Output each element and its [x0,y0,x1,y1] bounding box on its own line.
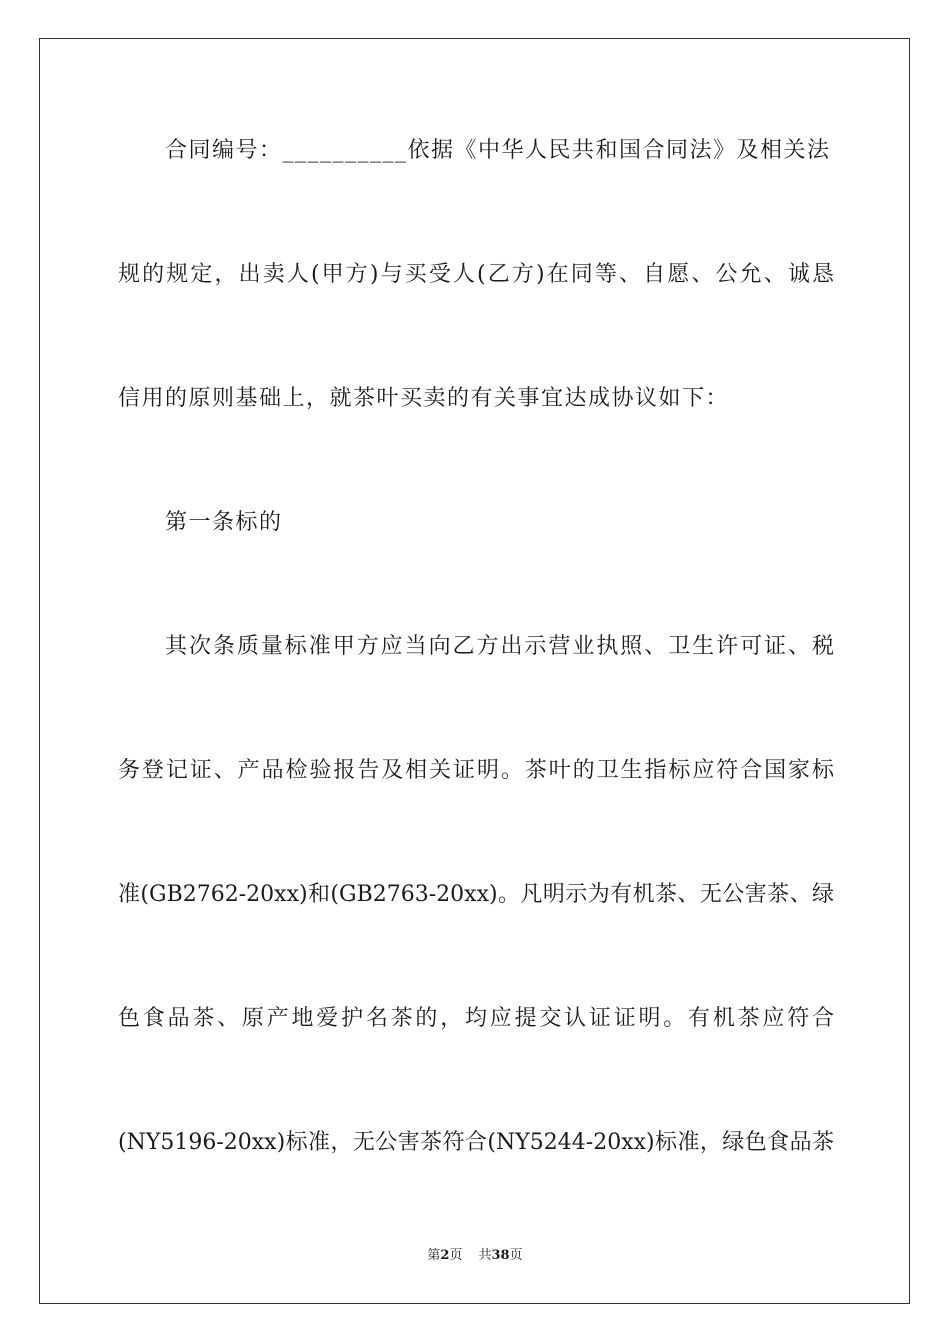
paragraph-line: 信用的原则基础上，就茶叶买卖的有关事宜达成协议如下： [118,386,730,411]
footer-page-prefix: 第 [427,1248,441,1263]
paragraph-line: 务登记证、产品检验报告及相关证明。茶叶的卫生指标应符合国家标 [118,758,834,783]
paragraph-line: (NY5196-20xx)标准，无公害茶符合(NY5244-20xx)标准，绿色食品茶 [118,1130,834,1155]
page-border [39,38,910,1304]
footer-page-suffix: 页 [449,1248,463,1263]
footer-total-pages: 38 [491,1248,510,1263]
page-footer [0,1247,950,1265]
section-heading: 第一条标的 [165,510,283,535]
paragraph-line: 规的规定，出卖人(甲方)与买受人(乙方)在同等、自愿、公允、诚恳 [118,262,834,287]
paragraph-line: 其次条质量标准甲方应当向乙方出示营业执照、卫生许可证、税 [165,634,834,659]
footer-total-prefix: 共 [478,1248,492,1263]
paragraph-line: 合同编号：__________依据《中华人民共和国合同法》及相关法 [165,138,831,163]
footer-total-suffix: 页 [509,1248,523,1263]
paragraph-line: 色食品茶、原产地爱护名茶的，均应提交认证证明。有机茶应符合 [118,1006,834,1031]
paragraph-line: 准(GB2762-20xx)和(GB2763-20xx)。凡明示为有机茶、无公害茶、绿 [118,882,834,907]
footer-page-number: 2 [440,1248,450,1263]
